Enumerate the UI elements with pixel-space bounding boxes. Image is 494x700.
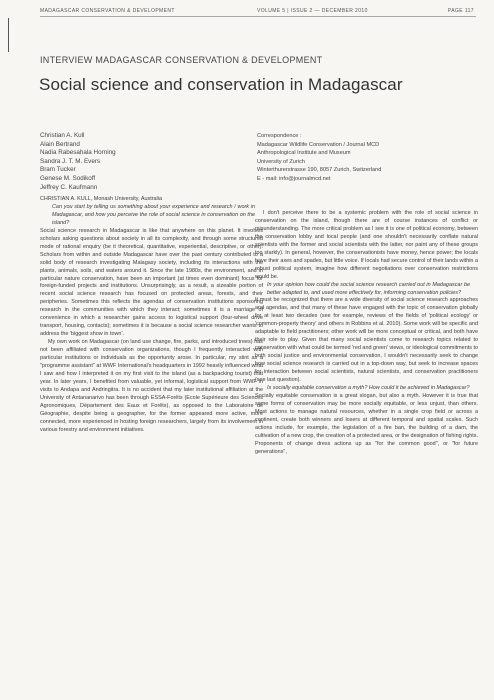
correspondence-line: Winterthurerstrasse 190, 8057 Zurich, Switzerland <box>257 167 382 174</box>
body-paragraph: I don't perceive there to be a systemic problem with the role of social science in conservation on the island, though there are of course instances of conflict or misunderstanding. The more critical problem as I see it is one of political economy, between the conservation lobby and local people (and one shouldn't necessarily conflate natural scientists with the former and social scientists with the latter, nor paint any of these groups too starkly). In general, however, the conservationists have money, hence power; the locals have their axes and spades, but little voice. If locals had secure control of their lands within a robust political system, imagine how different negotiations over conservation restrictions would be. <box>255 210 478 280</box>
author: Sandra J. T. M. Evers <box>40 157 101 165</box>
running-header-issue: VOLUME 5 | ISSUE 2 — DECEMBER 2010 <box>257 8 368 14</box>
correspondence-line: Madagascar Wildlife Conservation / Journal MCD <box>257 141 380 148</box>
author: Jeffrey C. Kaufmann <box>40 183 98 191</box>
body-paragraph: Social science research in Madagascar is like that anywhere on this planet. It involves scholars asking questions about society in all its complexity, and through some structured mode of rational enquiry (be it theoretical, quantitative, experiential, descriptive, or other). Scholars from within and outside Madagascar have over the past century contributed to a solid body of research investigating Malagasy society, including its interactions with the plants, animals, soils, and waters around it. Since the late 1980s, the environment, and in particular nature conservation, have been an important (at times even dominant) focus for foreign-funded projects and institutions. Unsurprisingly, as a result, a sizeable portion of recent social science research has focused on protected areas, forests, and their peripheries. Sometimes this reflects the agendas of conservation institutions sponsoring research in the communities with which they interact; sometimes it is a marriage of convenience in which a researcher gains access to logistical support (four-wheel drive transport, housing, contacts); sometimes it is because a social science researcher wants to address the 'biggest show in town'. <box>40 227 263 338</box>
author: Nadia Rabesahala Horning <box>40 149 116 157</box>
author: Alain Bertrand <box>40 140 80 148</box>
author: Genese M. Sodikoff <box>40 174 96 182</box>
header-rule <box>40 16 476 17</box>
interviewee-affiliation: CHRISTIAN A. KULL, Monash University, Australia <box>40 196 162 202</box>
body-paragraph: My own work on Madagascar (on land use change, fire, parks, and introduced trees) has not been affiliated with conservation organizations, though I frequently interacted with particular institutions or individuals as the opportunity arose. In particular, my stint as a "programme assistant" at WWF International's headquarters in 1992 heavily influenced what I saw and how I interpreted it on my first visit to the island (as a backpacking tourist) that year. In later years, I benefited from valuable, yet informal, logistical support from WWF in visits to Andapa and Andringitra. It is no accident that my later institutional affiliation at the University of Antananarivo has been through ESSA-Forêts (Ecole Supérieure des Sciences Agronomiques, Département des Eaux et Forêts), as opposed to the Laboratoire de Géographie, despite being a geographer, for the former appeared more active, more connected, more experienced in hosting foreign researchers, largely from its involvement in various forestry and environment initiatives. <box>40 339 263 433</box>
author-list <box>40 132 116 192</box>
page-number: PAGE 117 <box>447 8 474 14</box>
interview-question: Is socially equitable conservation a myth? How could it be achieved in Madagascar? <box>267 384 470 391</box>
article-title: Social science and conservation in Madagascar <box>39 75 403 94</box>
right-column <box>255 210 478 457</box>
section-label: INTERVIEW MADAGASCAR CONSERVATION & DEVELOPMENT <box>40 55 323 65</box>
body-paragraph: It must be recognized that there are a wide diversity of social science research approaches and agendas, and that many of these have engaged with the topic of conservation globally for at least two decades (see for example, reviews of the fields of 'political ecology' or 'common-property theory' and others in Robbins et al. 2010). Some work will be specific and adaptable to field practitioners; other work will be more conceptual or critical, and both have their role to play. Given that many social scientists come to research topics related to conservation with what could be termed 'red and green' views, or ideological commitments to both social justice and environmental conservation, I wouldn't necessarily seek to change how social science research is carried out in a top-down way, but seek to increase spaces for interaction between social scientists, natural scientists, and conservation practitioners (see last question). <box>255 297 479 384</box>
margin-rule <box>8 18 9 52</box>
running-header-journal: MADAGASCAR CONSERVATION & DEVELOPMENT <box>40 8 175 14</box>
interview-question: Can you start by telling us something about your experience and research / work in Madagascar, and how you perceive the role of social science in conservation on the island? <box>52 203 255 226</box>
body-paragraph: Socially equitable conservation is a great slogan, but also a myth. However it is true that some forms of conservation may be more socially equitable, or less unjust, than others. Most actions to manage natural resources, whether in a single crop field or across a continent, create both winners and losers at different temporal and spatial scales. Such actions include, for example, the legislation of a fire ban, the building of a dam, the cultivation of a new crop, the creation of a protected area, or the designation of fishing rights. Proponents of change dress actions up as "for the common good", or "for future generations", <box>255 392 478 455</box>
author: Christian A. Kull <box>40 132 85 139</box>
correspondence-line: University of Zurich <box>257 158 305 165</box>
interview-question: In your opinion how could the social science research carried out in Madagascar be better adapted to, and used more effectively for, informing conservation policies? <box>267 281 470 296</box>
correspondence-block <box>257 132 381 184</box>
correspondence-email[interactable]: E - mail: info@journalmcd.net <box>257 175 331 182</box>
author: Bram Tucker <box>40 166 76 174</box>
correspondence-line: Anthropological Institute and Museum <box>257 150 351 157</box>
correspondence-heading: Correspondence : <box>257 133 302 139</box>
left-column <box>40 196 263 435</box>
